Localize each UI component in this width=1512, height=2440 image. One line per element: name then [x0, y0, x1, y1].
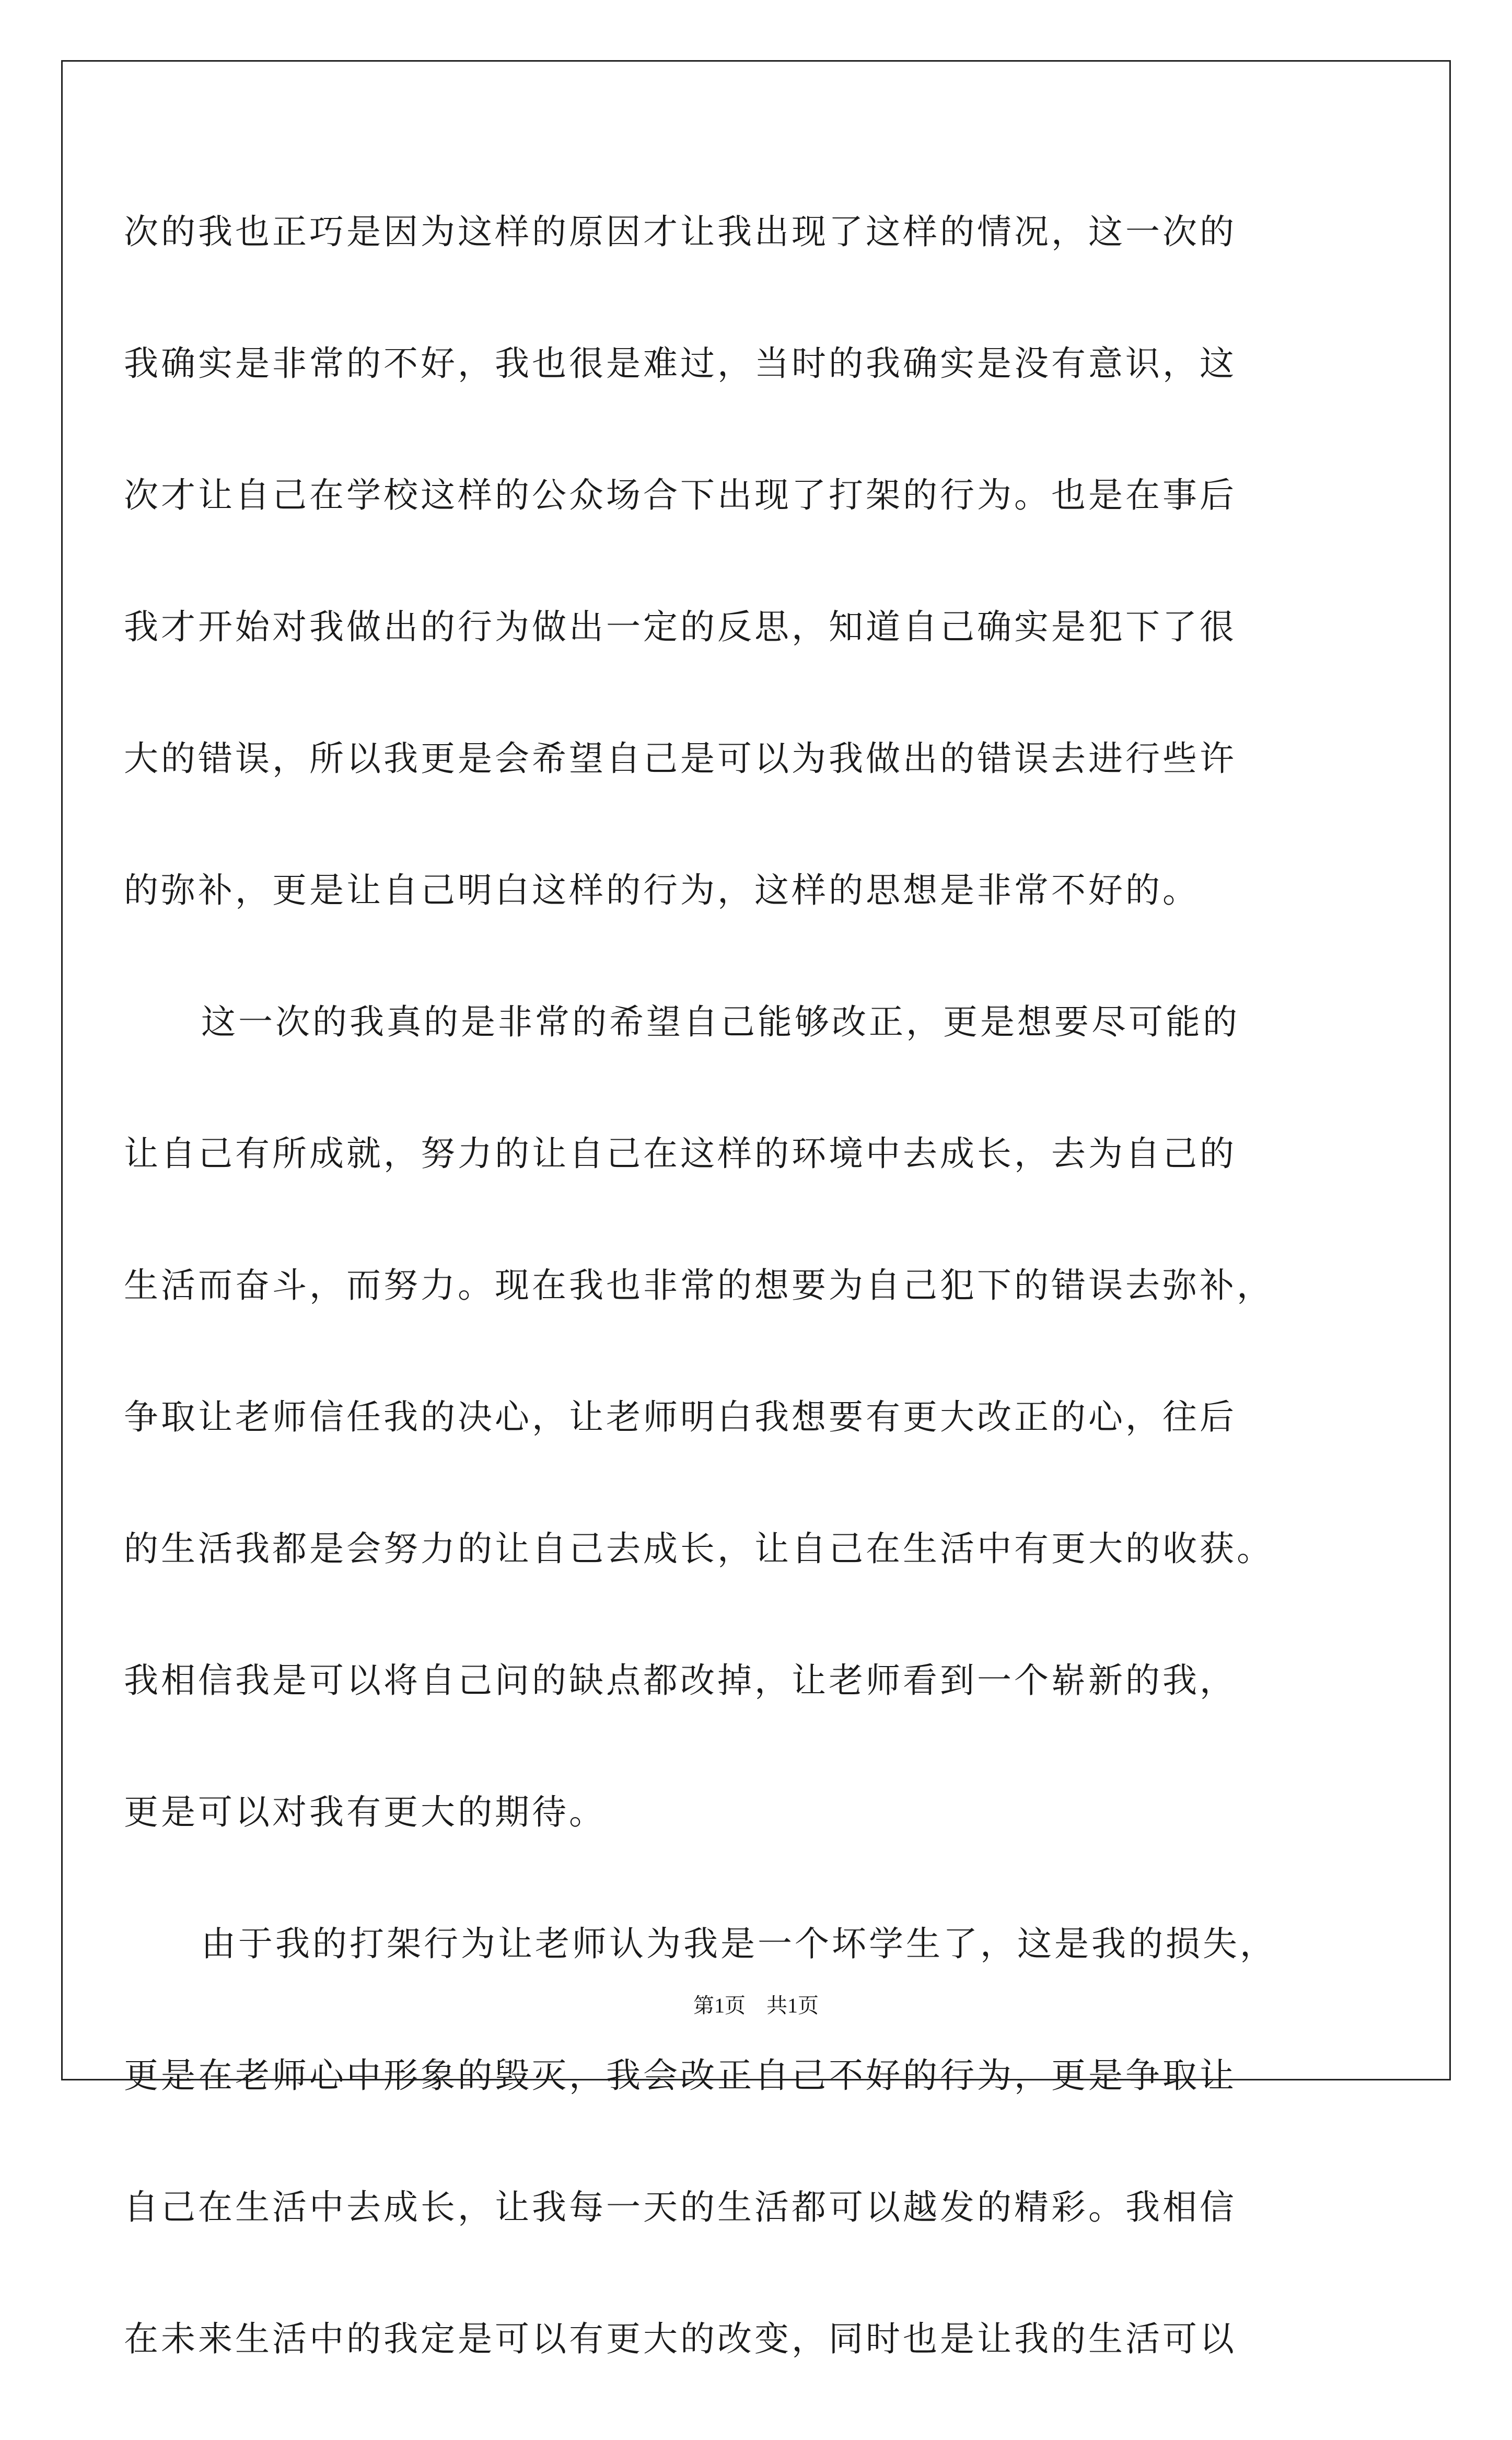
text-line: 我确实是非常的不好，我也很是难过，当时的我确实是没有意识，这: [124, 343, 1237, 384]
text-line: 我才开始对我做出的行为做出一定的反思，知道自己确实是犯下了很: [124, 607, 1237, 647]
text-line: 更是在老师心中形象的毁灭，我会改正自己不好的行为，更是争取让: [124, 2055, 1237, 2096]
page-number: 第1页 共1页: [693, 1994, 819, 2017]
text-line: 我相信我是可以将自己问的缺点都改掉，让老师看到一个崭新的我，: [124, 1660, 1237, 1701]
text-line: 在未来生活中的我定是可以有更大的改变，同时也是让我的生活可以: [124, 2319, 1237, 2359]
text-line: 生活而奋斗，而努力。现在我也非常的想要为自己犯下的错误去弥补，: [124, 1265, 1274, 1305]
document-body: [124, 201, 1325, 2440]
text-line: 让自己有所成就，努力的让自己在这样的环境中去成长，去为自己的: [124, 1134, 1237, 1174]
text-line: 自己在生活中去成长，让我每一天的生活都可以越发的精彩。我相信: [124, 2187, 1237, 2227]
text-line: 大的错误，所以我更是会希望自己是可以为我做出的错误去进行些许: [124, 738, 1237, 779]
text-line: 争取让老师信任我的决心，让老师明白我想要有更大改正的心，往后: [124, 1397, 1237, 1437]
text-line: 更是可以对我有更大的期待。: [124, 1792, 606, 1832]
text-line: 次的我也正巧是因为这样的原因才让我出现了这样的情况，这一次的: [124, 212, 1237, 252]
paragraph-start-line: 这一次的我真的是非常的希望自己能够改正，更是想要尽可能的: [201, 1002, 1240, 1042]
text-line: 的生活我都是会努力的让自己去成长，让自己在生活中有更大的收获。: [124, 1529, 1274, 1569]
paragraph-start-line: 由于我的打架行为让老师认为我是一个坏学生了，这是我的损失，: [201, 1924, 1277, 1964]
text-line: 的弥补，更是让自己明白这样的行为，这样的思想是非常不好的。: [124, 870, 1200, 910]
text-line: 次才让自己在学校这样的公众场合下出现了打架的行为。也是在事后: [124, 475, 1237, 515]
